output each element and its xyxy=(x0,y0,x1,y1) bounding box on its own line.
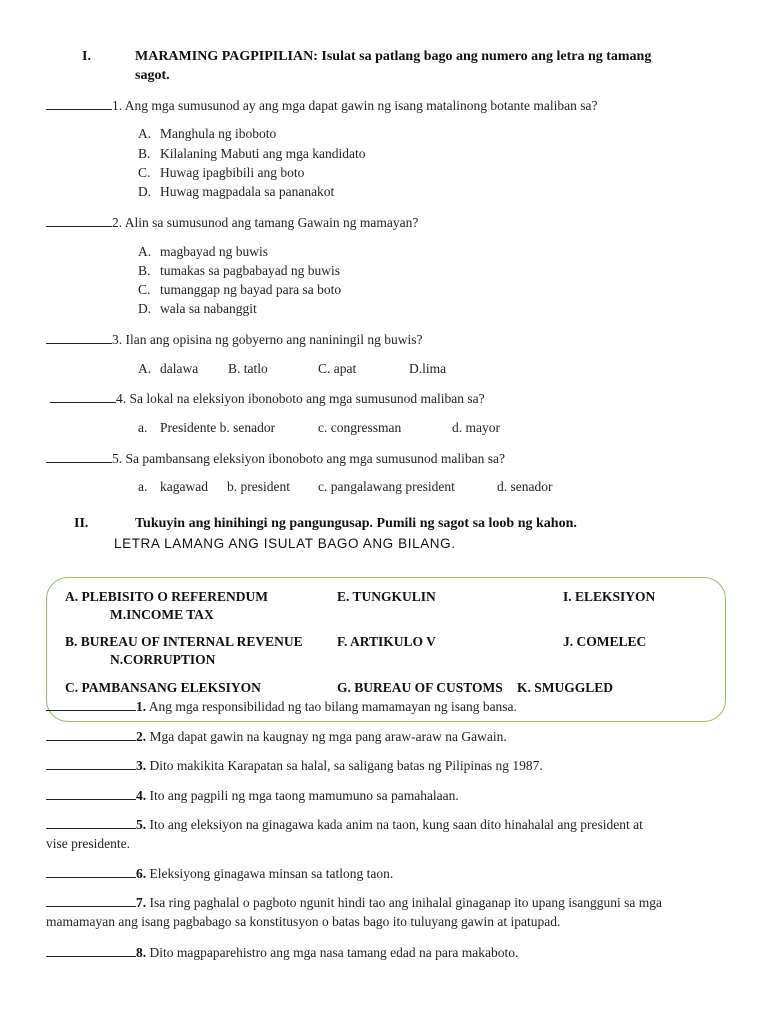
choice-k: K. SMUGGLED xyxy=(517,680,614,695)
q2-option-d: wala sa nabanggit xyxy=(160,301,257,316)
choice-e: E. TUNGKULIN xyxy=(337,589,436,604)
answer-blank-ii-6[interactable] xyxy=(46,865,136,878)
q5-option-a-letter: a. xyxy=(138,479,148,494)
choice-c: C. PAMBANSANG ELEKSIYON xyxy=(65,680,261,695)
choice-j: J. COMELEC xyxy=(563,634,647,649)
choice-a: A. PLEBISITO O REFERENDUM xyxy=(65,589,269,604)
q2-option-b: tumakas sa pagbabayad ng buwis xyxy=(160,263,340,278)
q3-option-a-letter: A. xyxy=(138,361,152,376)
answer-blank-ii-3[interactable] xyxy=(46,757,136,770)
answer-blank-ii-8[interactable] xyxy=(46,944,136,957)
section-2-note: LETRA LAMANG ANG ISULAT BAGO ANG BILANG. xyxy=(114,536,456,551)
q1-option-d-letter: D. xyxy=(138,184,152,199)
choice-n: N.CORRUPTION xyxy=(110,652,216,667)
identification-item-5-cont: vise presidente. xyxy=(46,836,130,851)
question-2: 2. Alin sa sumusunod ang tamang Gawain ng mamayan? xyxy=(46,214,418,231)
q3-option-d: D.lima xyxy=(409,361,447,376)
q3-option-b: B. tatlo xyxy=(228,361,268,376)
identification-item-8: 8. Dito magpaparehistro ang mga nasa tamang edad na para makaboto. xyxy=(46,944,518,961)
q4-option-a-b: Presidente b. senador xyxy=(160,420,276,435)
q2-option-d-letter: D. xyxy=(138,301,152,316)
question-3: 3. Ilan ang opisina ng gobyerno ang naniningil ng buwis? xyxy=(46,331,422,348)
section-2-instruction: Tukuyin ang hinihingi ng pangungusap. Pumili ng sagot sa loob ng kahon. xyxy=(135,516,577,531)
question-1: 1. Ang mga sumusunod ay ang mga dapat gawin ng isang matalinong botante maliban sa? xyxy=(46,97,598,114)
q3-option-a: dalawa xyxy=(160,361,199,376)
choice-f: F. ARTIKULO V xyxy=(337,634,436,649)
answer-blank-5[interactable] xyxy=(46,450,112,463)
section-1-number: I. xyxy=(82,49,91,64)
choice-g: G. BUREAU OF CUSTOMS xyxy=(337,680,503,695)
q4-option-d: d. mayor xyxy=(452,420,500,435)
q2-option-c: tumanggap ng bayad para sa boto xyxy=(160,282,342,297)
section-1-instruction-cont: sagot. xyxy=(135,68,170,83)
answer-blank-3[interactable] xyxy=(46,331,112,344)
q1-option-b: Kilalaning Mabuti ang mga kandidato xyxy=(160,146,366,161)
answer-blank-ii-2[interactable] xyxy=(46,728,136,741)
q1-option-b-letter: B. xyxy=(138,146,151,161)
q3-option-c: C. apat xyxy=(318,361,357,376)
q5-option-a: kagawad xyxy=(160,479,208,494)
answer-blank-ii-1[interactable] xyxy=(46,698,136,711)
identification-item-1: 1. Ang mga responsibilidad ng tao bilang mamamayan ng isang bansa. xyxy=(46,698,517,715)
choice-b: B. BUREAU OF INTERNAL REVENUE xyxy=(65,634,303,649)
question-5: 5. Sa pambansang eleksiyon ibonoboto ang mga sumusunod maliban sa? xyxy=(46,450,505,467)
q5-option-b: b. president xyxy=(227,479,290,494)
q2-option-c-letter: C. xyxy=(138,282,151,297)
q1-option-d: Huwag magpadala sa pananakot xyxy=(160,184,335,199)
q1-option-c-letter: C. xyxy=(138,165,151,180)
q1-option-a-letter: A. xyxy=(138,126,152,141)
choice-i: I. ELEKSIYON xyxy=(563,589,656,604)
q2-option-b-letter: B. xyxy=(138,263,151,278)
answer-blank-2[interactable] xyxy=(46,214,112,227)
identification-item-7-cont: mamamayan ang isang pagbabago sa konstitusyon o batas bago ito tuluyang gawin at ipatupad. xyxy=(46,914,561,929)
q5-option-c: c. pangalawang president xyxy=(318,479,455,494)
section-1-instruction: MARAMING PAGPIPILIAN: Isulat sa patlang bago ang numero ang letra ng tamang xyxy=(135,49,652,64)
q5-option-d: d. senador xyxy=(497,479,553,494)
q2-option-a: magbayad ng buwis xyxy=(160,244,268,259)
identification-item-2: 2. Mga dapat gawin na kaugnay ng mga pang araw-araw na Gawain. xyxy=(46,728,507,745)
answer-blank-ii-7[interactable] xyxy=(46,894,136,907)
q2-option-a-letter: A. xyxy=(138,244,152,259)
identification-item-6: 6. Eleksiyong ginagawa minsan sa tatlong taon. xyxy=(46,865,393,882)
answer-blank-ii-4[interactable] xyxy=(46,787,136,800)
answer-blank-4[interactable] xyxy=(50,390,116,403)
identification-item-5: 5. Ito ang eleksiyon na ginagawa kada anim na taon, kung saan dito hinahalal ang president at xyxy=(46,816,643,833)
answer-blank-ii-5[interactable] xyxy=(46,816,136,829)
choice-m: M.INCOME TAX xyxy=(110,607,214,622)
identification-item-7: 7. Isa ring paghalal o pagboto ngunit hindi tao ang inihalal ginaganap ito upang isangguni sa mga xyxy=(46,894,662,911)
section-2-number: II. xyxy=(74,516,89,531)
q1-option-c: Huwag ipagbibili ang boto xyxy=(160,165,305,180)
answer-blank-1[interactable] xyxy=(46,97,112,110)
identification-item-4: 4. Ito ang pagpili ng mga taong mamumuno sa pamahalaan. xyxy=(46,787,459,804)
q4-option-c: c. congressman xyxy=(318,420,402,435)
identification-item-3: 3. Dito makikita Karapatan sa halal, sa saligang batas ng Pilipinas ng 1987. xyxy=(46,757,543,774)
question-4: 4. Sa lokal na eleksiyon ibonoboto ang mga sumusunod maliban sa? xyxy=(50,390,485,407)
q4-option-a-letter: a. xyxy=(138,420,148,435)
q1-option-a: Manghula ng iboboto xyxy=(160,126,277,141)
